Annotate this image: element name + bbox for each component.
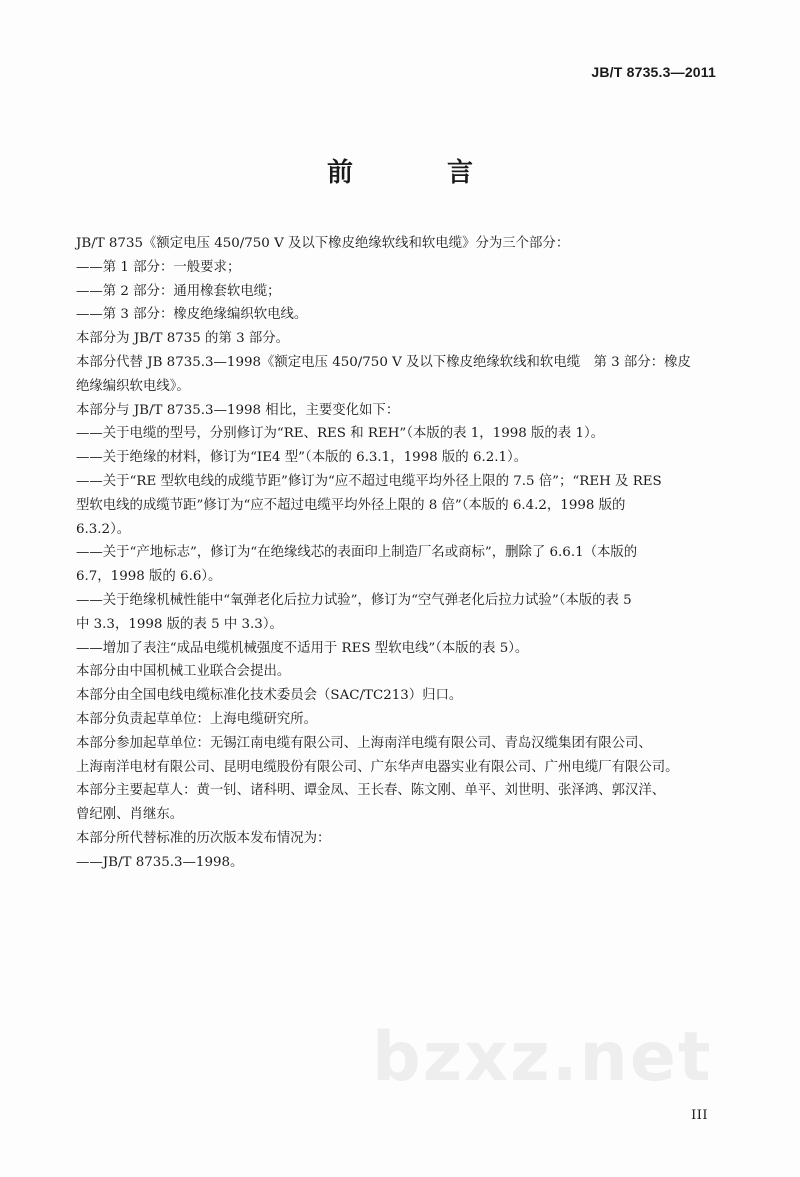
text-line: JB/T 8735《额定电压 450/750 V 及以下橡皮绝缘软线和软电缆》分为三个部分： (76, 236, 570, 251)
watermark: bzxz.net (372, 1018, 713, 1097)
text-line: ——增加了表注“成品电缆机械强度不适用于 RES 型软电线”（本版的表 5）。 (76, 640, 529, 656)
text-line: 本部分由中国机械工业联合会提出。 (76, 664, 291, 680)
text-line: ——关于绝缘的材料，修订为“IE4 型”（本版的 6.3.1，1998 版的 6.2.1）。 (76, 450, 528, 466)
text-line: 绝缘编织软电线》。 (76, 378, 190, 394)
text-line: 6.7，1998 版的 6.6）。 (76, 569, 222, 585)
section-title: 前 言 (326, 158, 507, 188)
text-line: 本部分代替 JB 8735.3—1998《额定电压 450/750 V 及以下橡皮绝缘软线和软电缆 第 3 部分：橡皮 (76, 354, 691, 370)
text-line: ——JB/T 8735.3—1998。 (76, 854, 244, 870)
text-line: 上海南洋电材有限公司、昆明电缆股份有限公司、广东华声电器实业有限公司、广州电缆厂有限公司。 (76, 759, 679, 775)
text-line: ——关于“RE 型软电线的成缆节距”修订为“应不超过电缆平均外径上限的 7.5 倍”；“REH 及 RES (76, 473, 662, 489)
text-line: ——第 1 部分：一般要求； (76, 259, 241, 275)
document-code: JB/T 8735.3—2011 (591, 64, 716, 80)
text-line: 曾纪刚、肖继东。 (76, 807, 184, 823)
text-line: 本部分负责起草单位：上海电缆研究所。 (76, 711, 318, 727)
text-line: 本部分为 JB/T 8735 的第 3 部分。 (76, 331, 290, 347)
text-line: 型软电线的成缆节距”修订为“应不超过电缆平均外径上限的 8 倍”（本版的 6.4.2，1998 版的 (76, 497, 626, 513)
text-line: 本部分主要起草人：黄一钊、诸科明、谭金凤、王长春、陈文刚、单平、刘世明、张泽鸿、郭汉洋、 (76, 783, 666, 799)
text-line: ——关于电缆的型号，分别修订为“RE、RES 和 REH”（本版的表 1，1998 版的表 1）。 (76, 426, 605, 442)
text-line: 本部分参加起草单位：无锡江南电缆有限公司、上海南洋电缆有限公司、青岛汉缆集团有限公司、 (76, 735, 652, 751)
text-line: 本部分所代替标准的历次版本发布情况为： (76, 830, 331, 846)
page-number: III (691, 1108, 708, 1123)
text-line: ——关于“产地标志”，修订为“在绝缘线芯的表面印上制造厂名或商标”，删除了 6.6.1（本版的 (76, 545, 638, 561)
text-line: ——第 2 部分：通用橡套软电缆； (76, 283, 281, 299)
text-line: 本部分与 JB/T 8735.3—1998 相比，主要变化如下： (76, 402, 400, 418)
text-line: 本部分由全国电线电缆标准化技术委员会（SAC/TC213）归口。 (76, 688, 463, 704)
text-line: ——第 3 部分：橡皮绝缘编织软电线。 (76, 307, 308, 323)
text-line: 中 3.3，1998 版的表 5 中 3.3）。 (76, 616, 283, 632)
text-line: ——关于绝缘机械性能中“氧弹老化后拉力试验”，修订为“空气弹老化后拉力试验”（本版的表 5 (76, 592, 632, 608)
foreword-body (76, 232, 716, 875)
text-line: 6.3.2）。 (76, 521, 131, 537)
